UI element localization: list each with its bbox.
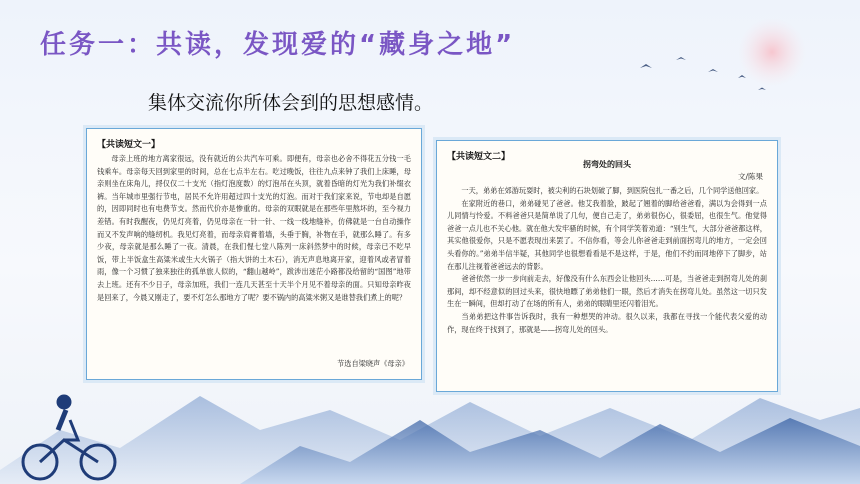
paragraph: 爸爸依然一步一步向前走去，好像没有什么东西会让他回头……可是，当爸爸走到拐弯儿处的刹那间，却不经意似的回过头来，很快地瞟了弟弟他们一眼，然后才消失在拐弯儿处。虽然这一切只发生在一瞬间，但却打动了在场的所有人，弟弟的眼睛里还闪着泪光。 (447, 274, 767, 309)
article-author: 文/陈果 (737, 172, 763, 181)
card-label: 【共读短文二】 (447, 152, 511, 162)
card-source: 节选自梁晓声《母亲》 (337, 359, 409, 368)
reading-card-two (436, 140, 778, 392)
card-body (447, 185, 767, 336)
paragraph: 母亲上班的地方离家很远，没有就近的公共汽车可乘。即便有，母亲也必舍不得花五分钱一毛钱乘车。母亲每天回到家里的时间，总在七点半左右。吃过晚饭，往往九点来钟了我们上床睡，母亲则坐在床角儿，捋仅仅二十支光（指灯泡度数）的灯泡吊在头顶，就着昏暗的灯光为我们补缀衣裤。当年城市里强行节电，居民不允许用超过四十支光的灯泡。而对于我们家来说，节电却是自愿的，因即同时也有电费节支。然而代价亦是惨重的。母亲的双眼就是在那些年里熬坏的，至今视力差错。有时我醒夜，仍见灯亮着，仍见母亲在一针一针、一线一线地缝补，仿佛就是一台自动操作而又不发声响的缝纫机。我见灯亮着，而母亲肩膏着墙，头垂于胸，补物在手，就那么睡了。有多少夜，母亲就是那么睡了一夜。清晨，在我们惺七堂八陈列一床斜然梦中的时候，母亲已不吃早饭，带上半饭盒生高粱米或生大火锅子（指大饼的土木石），消无声息地离开家，迎着风或者冒着雨，像一个习惯了独来独往的孤单旅人似的，“翻山越岭”，跋涉出迷茫小路都没给留的“国图”地带去上班。还有不少日子，母亲加班，我们一连几天甚至十天半个月见不着母亲的面。只知母亲昨夜是回来了，今晨又刚走了，要不灯怎么那地方了呢？要不锅内的高粱米粥又是谁替我们煮上的呢？ (97, 154, 411, 302)
paragraph: 一天，弟弟在郊游玩耍时，被尖利的石块划破了脚，到医院包扎一番之后，几个同学送他回家。 (461, 186, 764, 195)
paragraph: 当弟弟把这件事告诉我时，我有一种想哭的冲动。很久以来，我都在寻找一个能代表父爱的动作，现在终于找到了，那就是——拐弯儿处的回头。 (447, 311, 767, 334)
card-label: 【共读短文一】 (97, 140, 161, 150)
reading-card-one (86, 128, 422, 380)
slide-title: 任务一：共读，发现爱的“藏身之地” (40, 30, 516, 60)
article-title: 拐弯处的回头 (583, 159, 631, 169)
paragraph: 在家附近的巷口，弟弟碰见了爸爸。他艾我着脸，跛起了翘着的脚给爸爸看，满以为会得到一点儿同情与怜爱。不料爸爸只是简单说了几句，便自己走了，弟弟很伤心，很委屈，也很生气。他觉得爸爸一点儿也不关心他。就在他大发牢骚的时候，有个同学笑着劝道：“别生气，大部分爸爸都这样，其实他很爱你，只是不愿表现出来罢了。不信你看，等会儿你爸爸走到前面拐弯儿的地方，一定会回头看你的。”弟弟半信半疑，其他同学也很想看看是不是这样，于是，他们不约而同地停下了脚步，站在那儿注视着爸爸远去的背影。 (447, 198, 767, 271)
slide-subtitle: 集体交流你所体会到的思想感情。 (148, 92, 434, 114)
card-body (97, 153, 411, 304)
sun-decoration (738, 18, 806, 86)
